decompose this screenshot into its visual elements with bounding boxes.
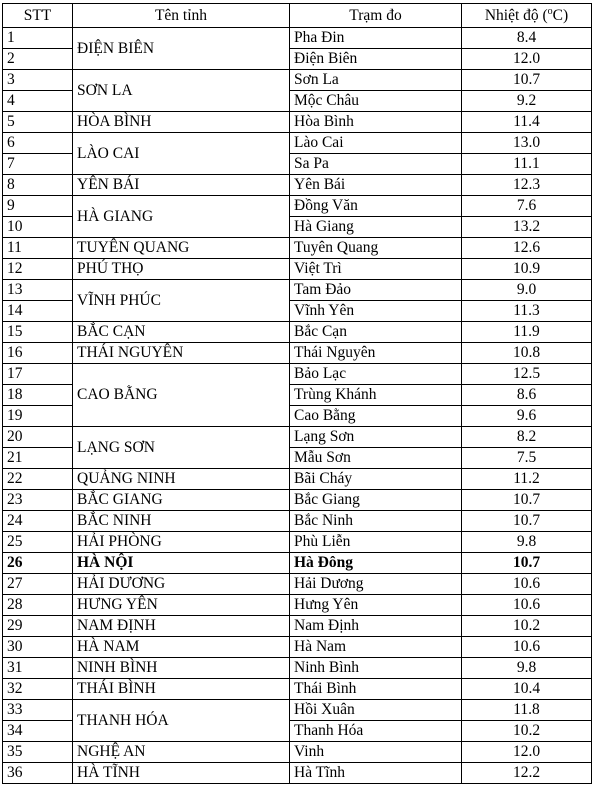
province-name: BẮC CẠN bbox=[73, 322, 290, 343]
temperature-value: 12.2 bbox=[462, 763, 592, 784]
station-name: Hải Dương bbox=[290, 574, 462, 595]
station-name: Bãi Cháy bbox=[290, 469, 462, 490]
row-number: 11 bbox=[3, 238, 73, 259]
station-name: Thái Nguyên bbox=[290, 343, 462, 364]
station-name: Bắc Cạn bbox=[290, 322, 462, 343]
table-row bbox=[3, 700, 592, 721]
temperature-value: 9.6 bbox=[462, 406, 592, 427]
province-name: VĨNH PHÚC bbox=[73, 280, 290, 322]
table-row bbox=[3, 133, 592, 154]
table-row bbox=[3, 511, 592, 532]
temperature-value: 7.5 bbox=[462, 448, 592, 469]
station-name: Điện Biên bbox=[290, 49, 462, 70]
station-name: Tam Đảo bbox=[290, 280, 462, 301]
province-name: HẢI DƯƠNG bbox=[73, 574, 290, 595]
table-row bbox=[3, 532, 592, 553]
row-number: 20 bbox=[3, 427, 73, 448]
row-number: 10 bbox=[3, 217, 73, 238]
station-name: Bắc Giang bbox=[290, 490, 462, 511]
temperature-value: 9.8 bbox=[462, 658, 592, 679]
row-number: 22 bbox=[3, 469, 73, 490]
header-station: Trạm đo bbox=[290, 4, 462, 28]
row-number: 35 bbox=[3, 742, 73, 763]
header-temperature bbox=[462, 4, 592, 28]
header-temperature-degree: o bbox=[547, 5, 553, 17]
table-body bbox=[3, 28, 592, 784]
temperature-value: 10.6 bbox=[462, 574, 592, 595]
temperature-value: 8.2 bbox=[462, 427, 592, 448]
row-number: 34 bbox=[3, 721, 73, 742]
province-name: HẢI PHÒNG bbox=[73, 532, 290, 553]
row-number: 19 bbox=[3, 406, 73, 427]
province-name: THÁI BÌNH bbox=[73, 679, 290, 700]
station-name: Phù Liễn bbox=[290, 532, 462, 553]
province-name: NGHỆ AN bbox=[73, 742, 290, 763]
station-name: Vĩnh Yên bbox=[290, 301, 462, 322]
station-name: Sa Pa bbox=[290, 154, 462, 175]
temperature-value: 11.9 bbox=[462, 322, 592, 343]
row-number: 15 bbox=[3, 322, 73, 343]
station-name: Sơn La bbox=[290, 70, 462, 91]
province-name: BẮC GIANG bbox=[73, 490, 290, 511]
row-number: 2 bbox=[3, 49, 73, 70]
province-name: THANH HÓA bbox=[73, 700, 290, 742]
temperature-value: 10.6 bbox=[462, 637, 592, 658]
temperature-value: 10.7 bbox=[462, 70, 592, 91]
station-name: Hồi Xuân bbox=[290, 700, 462, 721]
station-name: Hà Đông bbox=[290, 553, 462, 574]
table-row bbox=[3, 28, 592, 49]
temperature-value: 10.9 bbox=[462, 259, 592, 280]
station-name: Pha Đin bbox=[290, 28, 462, 49]
temperature-value: 8.4 bbox=[462, 28, 592, 49]
station-name: Bắc Ninh bbox=[290, 511, 462, 532]
table-row bbox=[3, 70, 592, 91]
row-number: 12 bbox=[3, 259, 73, 280]
province-name: BẮC NINH bbox=[73, 511, 290, 532]
table-row bbox=[3, 469, 592, 490]
row-number: 36 bbox=[3, 763, 73, 784]
row-number: 30 bbox=[3, 637, 73, 658]
table-row bbox=[3, 490, 592, 511]
province-name: TUYÊN QUANG bbox=[73, 238, 290, 259]
row-number: 32 bbox=[3, 679, 73, 700]
table-row bbox=[3, 658, 592, 679]
station-name: Thái Bình bbox=[290, 679, 462, 700]
province-name: QUẢNG NINH bbox=[73, 469, 290, 490]
temperature-value: 10.4 bbox=[462, 679, 592, 700]
province-name: HƯNG YÊN bbox=[73, 595, 290, 616]
row-number: 16 bbox=[3, 343, 73, 364]
temperature-value: 9.8 bbox=[462, 532, 592, 553]
temperature-value: 12.6 bbox=[462, 238, 592, 259]
table-row bbox=[3, 175, 592, 196]
temperature-value: 11.4 bbox=[462, 112, 592, 133]
station-name: Trùng Khánh bbox=[290, 385, 462, 406]
station-name: Việt Trì bbox=[290, 259, 462, 280]
temperature-value: 9.2 bbox=[462, 91, 592, 112]
row-number: 3 bbox=[3, 70, 73, 91]
station-name: Yên Bái bbox=[290, 175, 462, 196]
temperature-value: 10.6 bbox=[462, 595, 592, 616]
header-stt: STT bbox=[3, 4, 73, 28]
temperature-value: 12.5 bbox=[462, 364, 592, 385]
province-name: NINH BÌNH bbox=[73, 658, 290, 679]
table-row bbox=[3, 742, 592, 763]
header-temperature-unit: C) bbox=[552, 7, 569, 24]
table-row bbox=[3, 322, 592, 343]
province-name: HÀ GIANG bbox=[73, 196, 290, 238]
row-number: 14 bbox=[3, 301, 73, 322]
row-number: 6 bbox=[3, 133, 73, 154]
station-name: Mẫu Sơn bbox=[290, 448, 462, 469]
province-name: YÊN BÁI bbox=[73, 175, 290, 196]
temperature-value: 10.2 bbox=[462, 616, 592, 637]
row-number: 24 bbox=[3, 511, 73, 532]
row-number: 7 bbox=[3, 154, 73, 175]
temperature-table bbox=[2, 3, 592, 784]
table-row bbox=[3, 427, 592, 448]
table-row bbox=[3, 679, 592, 700]
row-number: 17 bbox=[3, 364, 73, 385]
province-name: HÒA BÌNH bbox=[73, 112, 290, 133]
row-number: 18 bbox=[3, 385, 73, 406]
temperature-value: 12.3 bbox=[462, 175, 592, 196]
province-name: ĐIỆN BIÊN bbox=[73, 28, 290, 70]
province-name: THÁI NGUYÊN bbox=[73, 343, 290, 364]
temperature-value: 9.0 bbox=[462, 280, 592, 301]
province-name: LẠNG SƠN bbox=[73, 427, 290, 469]
table-row bbox=[3, 343, 592, 364]
header-temperature-label: Nhiệt độ ( bbox=[484, 7, 548, 24]
row-number: 27 bbox=[3, 574, 73, 595]
station-name: Hà Giang bbox=[290, 217, 462, 238]
table-row bbox=[3, 280, 592, 301]
province-name: HÀ TĨNH bbox=[73, 763, 290, 784]
temperature-value: 12.0 bbox=[462, 742, 592, 763]
province-name: HÀ NAM bbox=[73, 637, 290, 658]
province-name: NAM ĐỊNH bbox=[73, 616, 290, 637]
table-row bbox=[3, 112, 592, 133]
temperature-value: 10.7 bbox=[462, 490, 592, 511]
row-number: 13 bbox=[3, 280, 73, 301]
row-number: 5 bbox=[3, 112, 73, 133]
header-row bbox=[3, 4, 592, 28]
row-number: 33 bbox=[3, 700, 73, 721]
row-number: 28 bbox=[3, 595, 73, 616]
row-number: 1 bbox=[3, 28, 73, 49]
temperature-value: 12.0 bbox=[462, 49, 592, 70]
temperature-value: 11.2 bbox=[462, 469, 592, 490]
station-name: Vinh bbox=[290, 742, 462, 763]
station-name: Mộc Châu bbox=[290, 91, 462, 112]
temperature-value: 13.0 bbox=[462, 133, 592, 154]
temperature-value: 11.3 bbox=[462, 301, 592, 322]
station-name: Hà Nam bbox=[290, 637, 462, 658]
station-name: Cao Bằng bbox=[290, 406, 462, 427]
station-name: Lào Cai bbox=[290, 133, 462, 154]
temperature-value: 10.2 bbox=[462, 721, 592, 742]
table-row bbox=[3, 595, 592, 616]
row-number: 29 bbox=[3, 616, 73, 637]
header-province: Tên tỉnh bbox=[73, 4, 290, 28]
station-name: Bảo Lạc bbox=[290, 364, 462, 385]
station-name: Lạng Sơn bbox=[290, 427, 462, 448]
station-name: Hà Tĩnh bbox=[290, 763, 462, 784]
station-name: Đồng Văn bbox=[290, 196, 462, 217]
temperature-value: 10.7 bbox=[462, 553, 592, 574]
table-row bbox=[3, 364, 592, 385]
row-number: 9 bbox=[3, 196, 73, 217]
temperature-value: 11.1 bbox=[462, 154, 592, 175]
table-row bbox=[3, 637, 592, 658]
province-name: HÀ NỘI bbox=[73, 553, 290, 574]
temperature-value: 11.8 bbox=[462, 700, 592, 721]
row-number: 31 bbox=[3, 658, 73, 679]
temperature-value: 7.6 bbox=[462, 196, 592, 217]
table-row bbox=[3, 196, 592, 217]
table-row bbox=[3, 616, 592, 637]
row-number: 25 bbox=[3, 532, 73, 553]
table-row bbox=[3, 553, 592, 574]
temperature-value: 10.7 bbox=[462, 511, 592, 532]
station-name: Hòa Bình bbox=[290, 112, 462, 133]
province-name: PHÚ THỌ bbox=[73, 259, 290, 280]
station-name: Ninh Bình bbox=[290, 658, 462, 679]
table-row bbox=[3, 574, 592, 595]
temperature-value: 10.8 bbox=[462, 343, 592, 364]
row-number: 26 bbox=[3, 553, 73, 574]
temperature-value: 8.6 bbox=[462, 385, 592, 406]
row-number: 23 bbox=[3, 490, 73, 511]
temperature-table-container bbox=[2, 3, 592, 784]
table-row bbox=[3, 259, 592, 280]
station-name: Hưng Yên bbox=[290, 595, 462, 616]
province-name: SƠN LA bbox=[73, 70, 290, 112]
province-name: LÀO CAI bbox=[73, 133, 290, 175]
row-number: 21 bbox=[3, 448, 73, 469]
table-row bbox=[3, 238, 592, 259]
station-name: Tuyên Quang bbox=[290, 238, 462, 259]
row-number: 4 bbox=[3, 91, 73, 112]
temperature-value: 13.2 bbox=[462, 217, 592, 238]
station-name: Nam Định bbox=[290, 616, 462, 637]
table-row bbox=[3, 763, 592, 784]
row-number: 8 bbox=[3, 175, 73, 196]
province-name: CAO BẰNG bbox=[73, 364, 290, 427]
station-name: Thanh Hóa bbox=[290, 721, 462, 742]
